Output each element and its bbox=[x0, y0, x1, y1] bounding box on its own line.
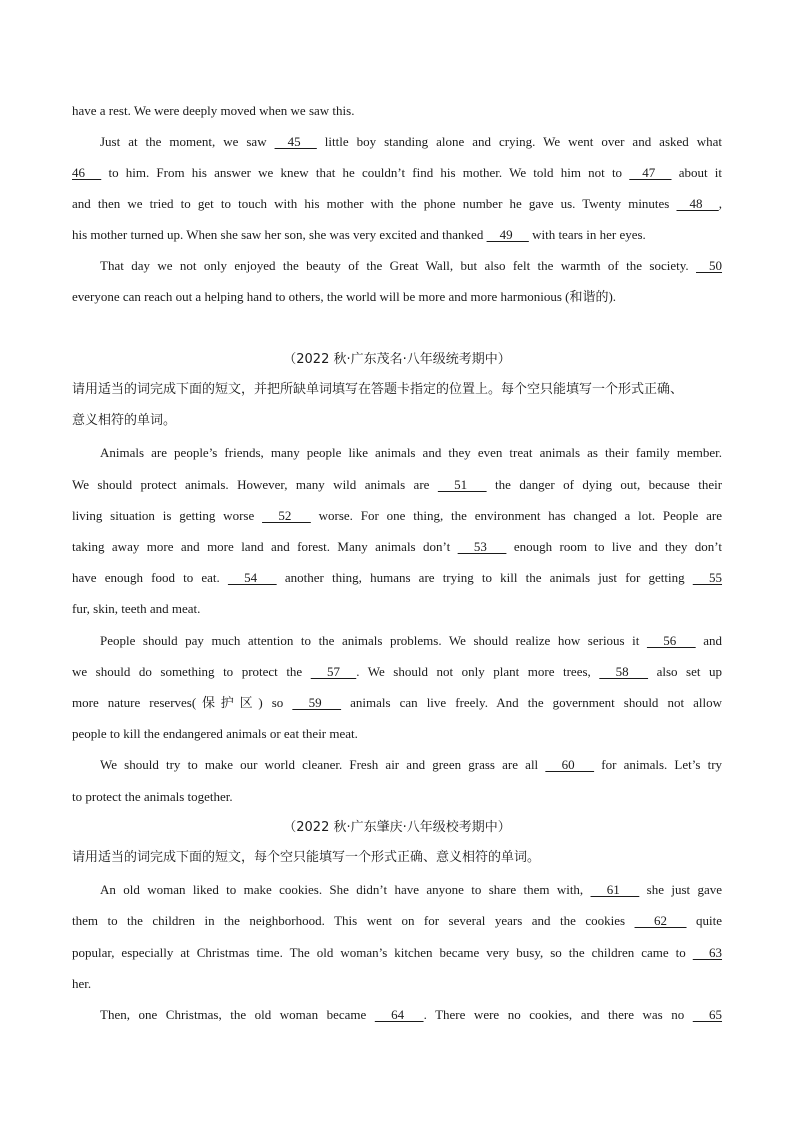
blank-47: 47 bbox=[629, 165, 672, 180]
text-line bbox=[72, 756, 722, 774]
text-line bbox=[72, 912, 722, 930]
text-line bbox=[72, 569, 722, 587]
text-span: more nature reserves(保护区) so bbox=[72, 695, 284, 710]
text-span: We should try to make our world cleaner. Fresh air and green grass are all bbox=[100, 757, 539, 772]
text-span: quite bbox=[696, 913, 723, 928]
text-span: another thing, humans are trying to kill the animals just for getting bbox=[284, 570, 685, 585]
text-line bbox=[72, 663, 722, 681]
text-line bbox=[72, 164, 722, 182]
text-span: to protect the animals together. bbox=[72, 789, 233, 804]
instruction-line: 意义相符的单词。 bbox=[72, 413, 177, 428]
text-span: animals can live freely. And the government should not allow bbox=[350, 695, 723, 710]
text-span: people to kill the endangered animals or eat their meat. bbox=[72, 726, 358, 741]
text-span: enough room to live and they don’t bbox=[513, 539, 722, 554]
blank-46: 46 bbox=[72, 165, 102, 180]
text-span: We should protect animals. However, many wild animals are bbox=[72, 477, 430, 492]
text-span: . We should not only plant more trees, bbox=[356, 664, 591, 679]
text-span: , bbox=[718, 196, 722, 211]
text-line bbox=[72, 507, 722, 525]
text-span: for animals. Let’s try bbox=[601, 757, 723, 772]
blank-48: 48 bbox=[676, 196, 719, 211]
text-span: we should do something to protect the bbox=[72, 664, 303, 679]
text-span: with tears in her eyes. bbox=[532, 227, 646, 242]
blank-57: 57 bbox=[310, 664, 357, 679]
text-span: she just gave bbox=[646, 882, 723, 897]
text-line bbox=[72, 538, 722, 556]
text-span: also set up bbox=[656, 664, 723, 679]
text-line bbox=[72, 788, 722, 806]
text-span: to him. From his answer we knew that he couldn’t find his mother. We told him not to bbox=[108, 165, 623, 180]
text-line bbox=[72, 600, 722, 618]
text-span: her. bbox=[72, 976, 92, 991]
text-line bbox=[72, 444, 722, 462]
blank-45: 45 bbox=[274, 134, 317, 149]
text-line bbox=[72, 632, 722, 650]
text-span: worse. For one thing, the environment has changed a lot. People are bbox=[318, 508, 723, 523]
text-span: the danger of dying out, because their bbox=[495, 477, 723, 492]
text-line bbox=[72, 944, 722, 962]
text-line bbox=[72, 102, 722, 120]
text-line bbox=[72, 1006, 722, 1024]
blank-52: 52 bbox=[262, 508, 311, 523]
text-span: . There were no cookies, and there was no bbox=[423, 1007, 685, 1022]
text-span: popular, especially at Christmas time. The old woman’s kitchen became very busy, so the children came to bbox=[72, 945, 686, 960]
text-span: Then, one Christmas, the old woman became bbox=[100, 1007, 367, 1022]
blank-65: 65 bbox=[692, 1007, 723, 1022]
blank-58: 58 bbox=[599, 664, 649, 679]
blank-55: 55 bbox=[692, 570, 723, 585]
blank-56: 56 bbox=[646, 633, 696, 648]
text-line bbox=[72, 257, 722, 275]
text-line bbox=[72, 694, 722, 712]
text-span: them to the children in the neighborhood. This went on for several years and the cookies bbox=[72, 913, 626, 928]
blank-50: 50 bbox=[696, 258, 723, 273]
text-span: about it bbox=[678, 165, 723, 180]
text-span: everyone can reach out a helping hand to others, the world will be more and more harmonious (和谐的). bbox=[72, 289, 617, 304]
blank-54: 54 bbox=[227, 570, 277, 585]
instruction-line: 请用适当的词完成下面的短文，每个空只能填写一个形式正确、意义相符的单词。 bbox=[72, 850, 541, 865]
text-line bbox=[72, 881, 722, 899]
text-span: and bbox=[703, 633, 723, 648]
text-line bbox=[72, 725, 722, 743]
instruction-line: 请用适当的词完成下面的短文，并把所缺单词填写在答题卡指定的位置上。每个空只能填写一个形式正确、 bbox=[72, 382, 684, 397]
text-span: taking away more and more land and forest. Many animals don’t bbox=[72, 539, 451, 554]
text-line bbox=[72, 195, 722, 213]
text-span: have enough food to eat. bbox=[72, 570, 220, 585]
text-span: little boy standing alone and crying. We went over and asked what bbox=[324, 134, 723, 149]
blank-51: 51 bbox=[437, 477, 487, 492]
blank-62: 62 bbox=[634, 913, 687, 928]
text-span: An old woman liked to make cookies. She didn’t have anyone to share them with, bbox=[100, 882, 584, 897]
blank-61: 61 bbox=[590, 882, 640, 897]
text-line bbox=[72, 133, 722, 151]
blank-60: 60 bbox=[545, 757, 595, 772]
text-span: Animals are people’s friends, many people like animals and they even treat animals as their family member. bbox=[100, 445, 722, 460]
blank-59: 59 bbox=[292, 695, 342, 710]
text-span: That day we not only enjoyed the beauty of the Great Wall, but also felt the warmth of the society. bbox=[100, 258, 689, 273]
text-line bbox=[72, 476, 722, 494]
blank-63: 63 bbox=[692, 945, 723, 960]
text-span: living situation is getting worse bbox=[72, 508, 255, 523]
text-span: Just at the moment, we saw bbox=[100, 134, 267, 149]
blank-64: 64 bbox=[374, 1007, 424, 1022]
blank-49: 49 bbox=[486, 227, 529, 242]
section-source: （2022 秋·广东肇庆·八年级校考期中） bbox=[283, 820, 511, 835]
text-line bbox=[72, 288, 722, 306]
text-line bbox=[72, 975, 722, 993]
text-line bbox=[72, 226, 722, 244]
text-span: People should pay much attention to the animals problems. We should realize how serious it bbox=[100, 633, 640, 648]
text-span: and then we tried to get to touch with his mother with the phone number he gave us. Twenty minutes bbox=[72, 196, 670, 211]
text-span: his mother turned up. When she saw her son, she was very excited and thanked bbox=[72, 227, 484, 242]
section-source: （2022 秋·广东茂名·八年级统考期中） bbox=[283, 352, 511, 367]
text-span: fur, skin, teeth and meat. bbox=[72, 601, 201, 616]
blank-53: 53 bbox=[457, 539, 507, 554]
text-span: have a rest. We were deeply moved when we saw this. bbox=[72, 103, 355, 118]
